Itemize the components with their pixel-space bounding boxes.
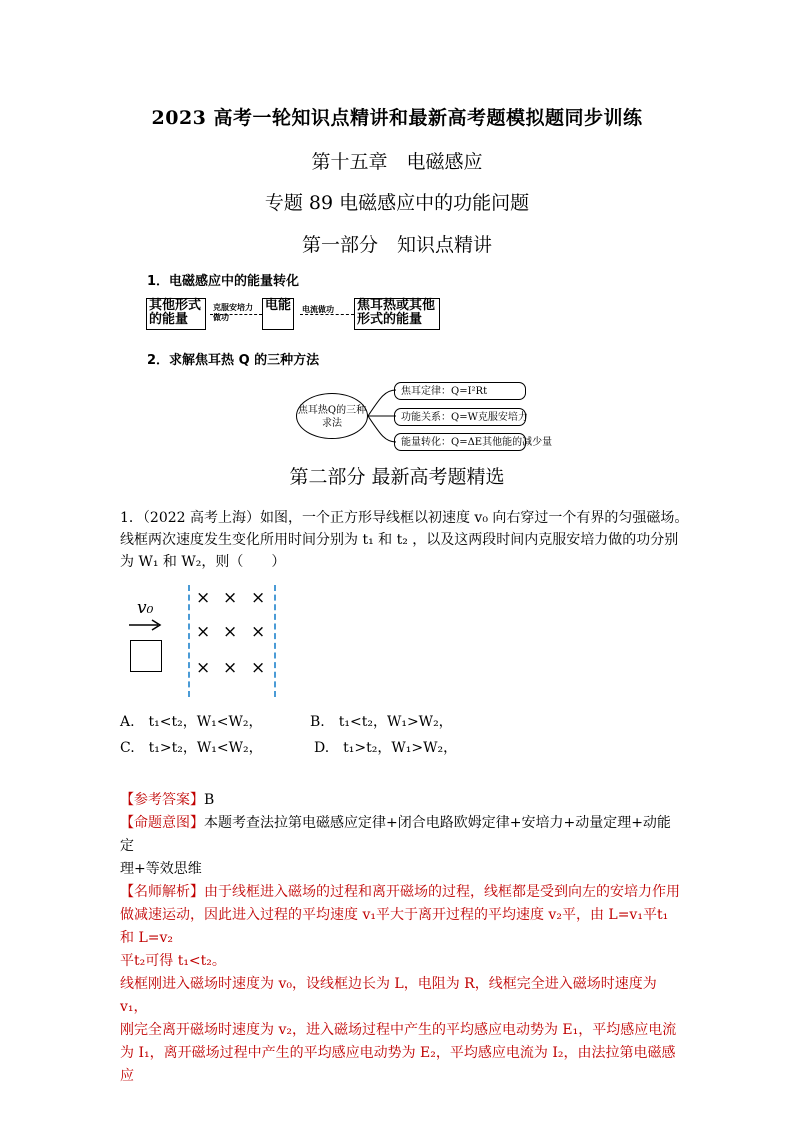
part2-title: 第二部分 最新高考题精选 xyxy=(289,466,505,488)
option-d: D. t₁>t₂，W₁>W₂， xyxy=(314,740,458,756)
part1-title: 第一部分 知识点精讲 xyxy=(301,234,492,256)
field-cross-r3c1: × xyxy=(196,658,211,678)
field-cross-r1c3: × xyxy=(251,588,266,608)
method-energy-conversion: 能量转化：Q=ΔE其他能的减少量 xyxy=(394,433,526,451)
field-left-boundary xyxy=(188,585,190,697)
analysis-line-6: 为 I₁，离开磁场过程中产生的平均感应电动势为 E₂，平均感应电流为 I₂，由法拉第电磁感应 xyxy=(120,1045,676,1084)
field-cross-r3c2: × xyxy=(223,658,238,678)
question-line-2: 线框两次速度发生变化所用时间分别为 t₁ 和 t₂ ，以及这两段时间内克服安培力做的功分别 xyxy=(120,532,679,548)
intent-line-1 xyxy=(120,812,680,858)
option-a: A. t₁<t₂，W₁<W₂， xyxy=(120,714,263,730)
analysis-text-1: 由于线框进入磁场的过程和离开磁场的过程，线框都是受到向左的安培力作用 xyxy=(204,884,680,900)
square-wire-frame xyxy=(130,640,162,672)
intent-text-1: 本题考查法拉第电磁感应定律+闭合电路欧姆定律+安培力+动量定理+动能定 xyxy=(120,815,671,854)
question-line-1: 1．（2022 高考上海）如图，一个正方形导线框以初速度 v₀ 向右穿过一个有界的匀强磁场。 xyxy=(120,510,689,526)
field-cross-r1c1: × xyxy=(196,588,211,608)
field-right-boundary xyxy=(274,585,276,697)
flow-arrow2 xyxy=(300,314,354,315)
answer-block xyxy=(120,789,680,1088)
chapter-title: 第十五章 电磁感应 xyxy=(311,151,483,173)
intent-label: 【命题意图】 xyxy=(120,815,204,831)
analysis-line-1 xyxy=(120,881,680,904)
field-cross-r3c3: × xyxy=(251,658,266,678)
analysis-line-5: 刚完全离开磁场时速度为 v₂，进入磁场过程中产生的平均感应电动势为 E₁，平均感应电流 xyxy=(120,1022,677,1038)
option-b: B. t₁<t₂，W₁>W₂， xyxy=(310,714,453,730)
flow-arrow1 xyxy=(210,314,262,315)
field-cross-r2c3: × xyxy=(251,622,266,642)
velocity-arrow xyxy=(128,618,164,632)
option-c: C. t₁>t₂，W₁<W₂， xyxy=(120,740,263,756)
analysis-label: 【名师解析】 xyxy=(120,884,204,900)
doc-title: 2023 高考一轮知识点精讲和最新高考题模拟题同步训练 xyxy=(151,107,643,129)
analysis-line-2: 做减速运动，因此进入过程的平均速度 v₁平大于离开过程的平均速度 v₂平，由 L=v₁平t₁和 L=v₂ xyxy=(120,907,669,946)
question-line-3: 为 W₁ 和 W₂，则（ ） xyxy=(120,554,286,570)
analysis-line-3: 平t₂可得 t₁<t₂。 xyxy=(120,953,226,969)
topic-title: 专题 89 电磁感应中的功能问题 xyxy=(264,192,530,214)
method-joule-law: 焦耳定律：Q=I²Rt xyxy=(394,382,526,400)
ref-label: 【参考答案】 xyxy=(120,792,204,808)
flow-box-other-energy: 其他形式的能量 xyxy=(146,298,206,330)
analysis-line-4: 线框刚进入磁场时速度为 v₀，设线框边长为 L，电阻为 R，线框完全进入磁场时速度为 v₁， xyxy=(120,976,657,1015)
intent-line-2: 理+等效思维 xyxy=(120,861,202,877)
section2-heading: 2．求解焦耳热 Q 的三种方法 xyxy=(147,353,320,368)
reference-answer xyxy=(120,789,680,812)
flow-arrow1-label: 克服安培力做功 xyxy=(213,303,253,322)
flow-arrow2-label: 电流做功 xyxy=(302,305,334,314)
field-cross-r2c2: × xyxy=(223,622,238,642)
flow-box-electric-energy: 电能 xyxy=(262,298,294,330)
flow-box-joule-heat: 焦耳热或其他形式的能量 xyxy=(354,298,440,330)
method-work-energy: 功能关系：Q=W克服安培力 xyxy=(394,408,526,426)
field-cross-r2c1: × xyxy=(196,622,211,642)
field-cross-r1c2: × xyxy=(223,588,238,608)
section1-heading: 1．电磁感应中的能量转化 xyxy=(147,274,300,289)
question-text xyxy=(120,507,720,573)
ref-value: B xyxy=(204,792,215,808)
velocity-label: v₀ xyxy=(137,598,154,618)
method-center-oval: 焦耳热Q的三种求法 xyxy=(296,393,368,439)
